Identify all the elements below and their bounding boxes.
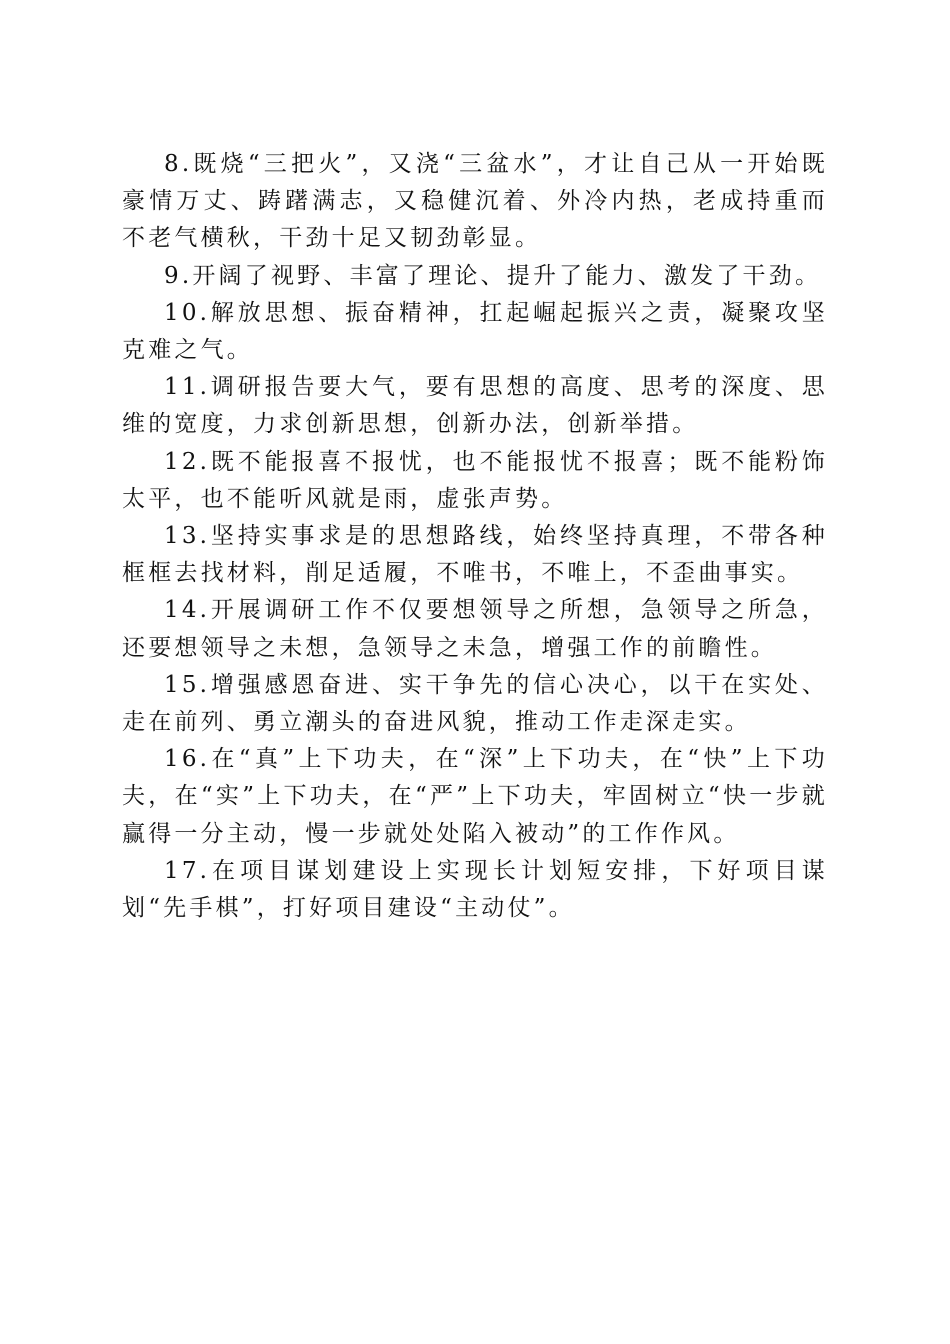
paragraph-13: 13.坚持实事求是的思想路线，始终坚持真理，不带各种框框去找材料，削足适履，不唯书，不唯上，不歪曲事实。 xyxy=(122,523,828,587)
paragraph-16: 16.在“真”上下功夫，在“深”上下功夫，在“快”上下功夫，在“实”上下功夫，在“严”上下功夫，牢固树立“快一步就赢得一分主动，慢一步就处处陷入被动”的工作作风。 xyxy=(122,746,828,847)
paragraph-17: 17.在项目谋划建设上实现长计划短安排，下好项目谋划“先手棋”，打好项目建设“主动仗”。 xyxy=(122,857,828,922)
document-body xyxy=(122,146,828,927)
paragraph-8: 8.既烧“三把火”，又浇“三盆水”，才让自己从一开始既豪情万丈、踌躇满志，又稳健沉着、外冷内热，老成持重而不老气横秋，干劲十足又韧劲彰显。 xyxy=(122,151,828,252)
paragraph-11: 11.调研报告要大气，要有思想的高度、思考的深度、思维的宽度，力求创新思想，创新办法，创新举措。 xyxy=(122,374,828,438)
paragraph-12: 12.既不能报喜不报忧，也不能报忧不报喜；既不能粉饰太平，也不能听风就是雨，虚张声势。 xyxy=(122,448,828,512)
paragraph-10: 10.解放思想、振奋精神，扛起崛起振兴之责，凝聚攻坚克难之气。 xyxy=(122,299,828,364)
paragraph-9: 9.开阔了视野、丰富了理论、提升了能力、激发了干劲。 xyxy=(164,262,822,289)
paragraph-14: 14.开展调研工作不仅要想领导之所想，急领导之所急，还要想领导之未想，急领导之未急，增强工作的前瞻性。 xyxy=(122,597,828,661)
paragraph-15: 15.增强感恩奋进、实干争先的信心决心，以干在实处、走在前列、勇立潮头的奋进风貌，推动工作走深走实。 xyxy=(122,671,828,736)
